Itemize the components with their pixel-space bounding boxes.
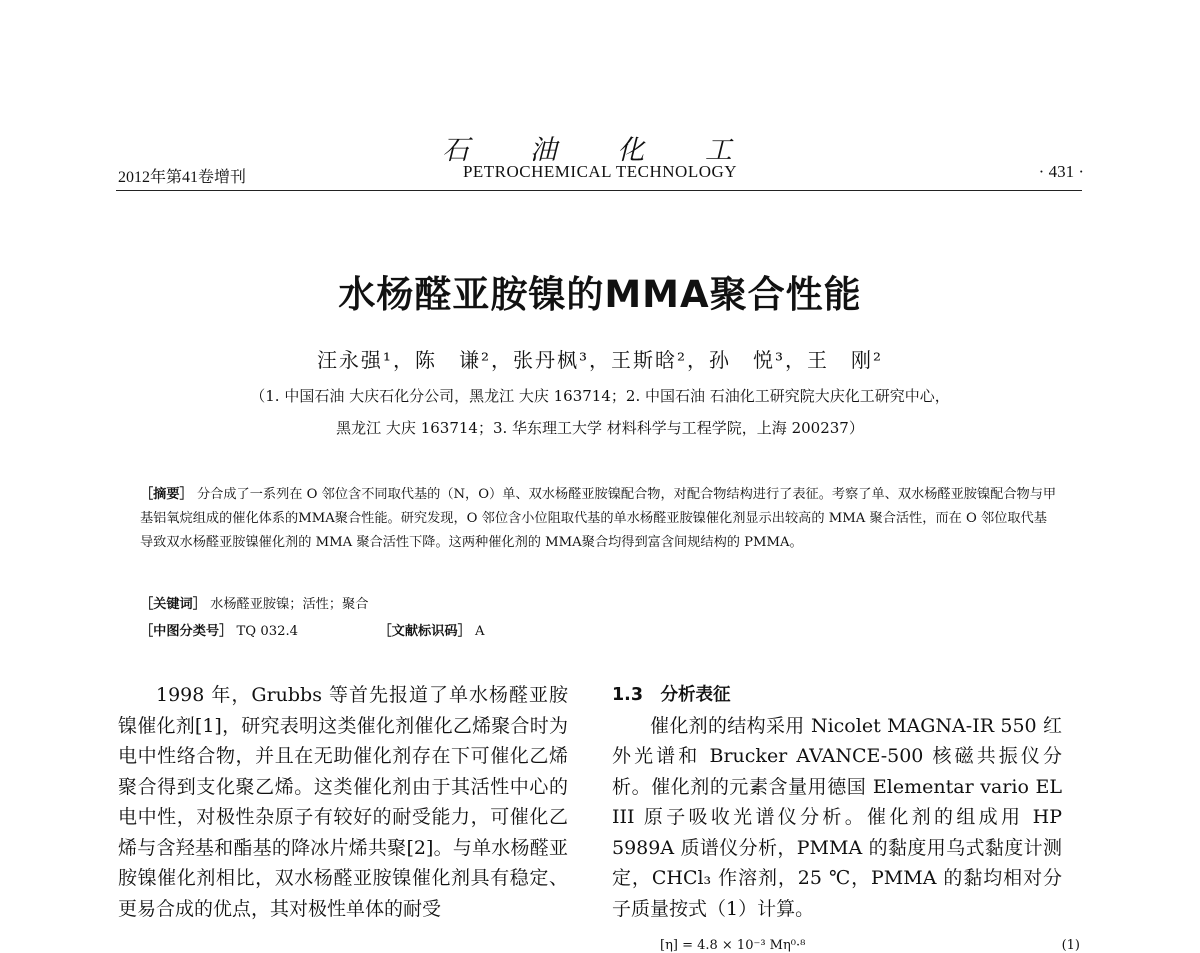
header-rule	[116, 190, 1082, 191]
keywords-line	[140, 593, 368, 612]
body-left-column	[118, 680, 568, 924]
affiliation-line-1: （1. 中国石油 大庆石化分公司，黑龙江 大庆 163714；2. 中国石油 石油化工研究院大庆化工研究中心，	[250, 387, 950, 405]
class-label: ［中图分类号］	[140, 624, 233, 639]
intro-paragraph: 1998 年，Grubbs 等首先报道了单水杨醛亚胺镍催化剂[1]，研究表明这类催化剂催化乙烯聚合时为电中性络合物，并且在无助催化剂存在下可催化乙烯聚合得到支化聚乙烯。这类催化剂由于其活性中心的电中性，对极性杂原子有较好的耐受能力，可催化乙烯与含羟基和酯基的降冰片烯共聚[2]。与单水杨醛亚胺镍催化剂相比，双水杨醛亚胺镍催化剂具有稳定、更易合成的优点，其对极性单体的耐受	[118, 684, 568, 920]
equation-text: [η] = 4.8 × 10⁻³ Mη⁰·⁸	[660, 938, 806, 953]
methods-paragraph: 催化剂的结构采用 Nicolet MAGNA-IR 550 红外光谱和 Brucker AVANCE-500 核磁共振仪分析。催化剂的元素含量用德国 Elementar vario EL III 原子吸收光谱仪分析。催化剂的组成用 HP 5989A 质谱仪分析，PMMA 的黏度用乌式黏度计测定，CHCl₃ 作溶剂，25 ℃，PMMA 的黏均相对分子质量按式（1）计算。	[612, 714, 1062, 920]
journal-name-cn: 石 油 化 工	[442, 135, 758, 166]
article-title: 水杨醛亚胺镍的MMA聚合性能	[338, 273, 862, 316]
issue-info: 2012年第41卷增刊	[118, 169, 247, 186]
journal-name-en: PETROCHEMICAL TECHNOLOGY	[462, 162, 738, 181]
equation-number: (1)	[1061, 938, 1080, 953]
equation-1	[660, 938, 1080, 953]
doc-code-label: ［文献标识码］	[378, 624, 471, 639]
page-number: · 431 ·	[1038, 162, 1084, 181]
keywords-value: 水杨醛亚胺镍；活性；聚合	[210, 597, 369, 612]
abstract	[140, 483, 1060, 555]
class-value: TQ 032.4	[236, 624, 299, 639]
abstract-text: 分合成了一系列在 O 邻位含不同取代基的（N，O）单、双水杨醛亚胺镍配合物，对配合物结构进行了表征。考察了单、双水杨醛亚胺镍配合物与甲基铝氧烷组成的催化体系的MMA聚合性能。研究发现，O 邻位含小位阻取代基的单水杨醛亚胺镍催化剂显示出较高的 MMA 聚合活性，而在 O 邻位取代基导致双水杨醛亚胺镍催化剂的 MMA 聚合活性下降。这两种催化剂的 MMA聚合均得到富含间规结构的 PMMA。	[140, 487, 1057, 550]
body-right-column	[612, 680, 1062, 924]
author-list: 汪永强¹，陈 谦²，张丹枫³，王斯晗²，孙 悦³，王 刚²	[316, 348, 884, 372]
section-heading: 1.3 分析表征	[612, 685, 731, 705]
abstract-label: ［摘要］	[140, 487, 193, 502]
keywords-label: ［关键词］	[140, 597, 206, 612]
classification-line	[140, 620, 840, 639]
doc-code-value: A	[475, 624, 485, 639]
affiliation-line-2: 黑龙江 大庆 163714；3. 华东理工大学 材料科学与工程学院，上海 200237）	[336, 419, 864, 437]
